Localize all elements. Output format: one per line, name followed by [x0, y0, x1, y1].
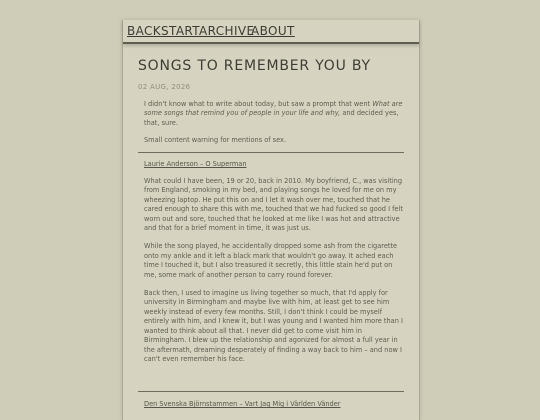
intro-text-end: and decided yes, that, sure. — [144, 109, 399, 127]
content-column — [122, 20, 420, 420]
intro-paragraph — [144, 100, 406, 128]
section-divider — [138, 152, 404, 153]
top-nav — [123, 20, 419, 44]
content-warning: Small content warning for mentions of sex. — [144, 136, 287, 145]
story-paragraph: What could I have been, 19 or 20, back in 2010. My boyfriend, C., was visiting from England, smoking in my bed, and playing songs he loved for me on my wheezing laptop. He put this on and I let it wash over me, touched that he cared enough to share this with me, touched that we had fucked so good I felt worn out and sore, touched that he looked at me like I was hot and attractive and that for a brief moment in time, it was just us. — [144, 177, 403, 233]
song-story — [144, 177, 406, 373]
nav-about-link[interactable]: ABOUT — [251, 24, 295, 38]
nav-back-link[interactable]: BACK — [127, 24, 162, 38]
nav-archive-link[interactable]: ARCHIVE — [199, 24, 255, 38]
nav-start-link[interactable]: START — [161, 24, 201, 38]
section-divider — [138, 391, 404, 392]
intro-text-start: I didn't know what to write about today, but saw a prompt that went — [144, 100, 373, 108]
song-link-o-superman[interactable]: Laurie Anderson – O Superman — [144, 160, 247, 168]
post-intro — [144, 100, 406, 154]
story-paragraph: Back then, I used to imagine us living together so much, that I'd apply for university in Birmingham and maybe live with him, at least get to see him weekly instead of every few months. Still, I don't think I could be myself entirely with him, and I knew it, but I was young and I wanted him more than I wanted to think about all that. I never did get to come visit him in Birmingham. I blew up the relationship and agonized for almost a full year in the aftermath, dreaming desperately of finding a way back to him – and now I can't even remember his face. — [144, 289, 403, 363]
post-date: 02 AUG, 2026 — [138, 83, 191, 91]
story-paragraph: While the song played, he accidentally dropped some ash from the cigarette onto my ankle and it left a black mark that wouldn't go away. It ached each time I touched it, but I also treasured it secretly, this little stain he'd put on me, some mark of another person to carry round forever. — [144, 242, 398, 279]
intro-prompt-quote: What are some songs that remind you of people in your life and why, — [144, 100, 403, 118]
post-title: SONGS TO REMEMBER YOU BY — [138, 58, 371, 74]
song-link-den-svenska-bjornstammen[interactable]: Den Svenska Björnstammen – Vart Jag Mig i Världen Vänder — [144, 400, 341, 408]
